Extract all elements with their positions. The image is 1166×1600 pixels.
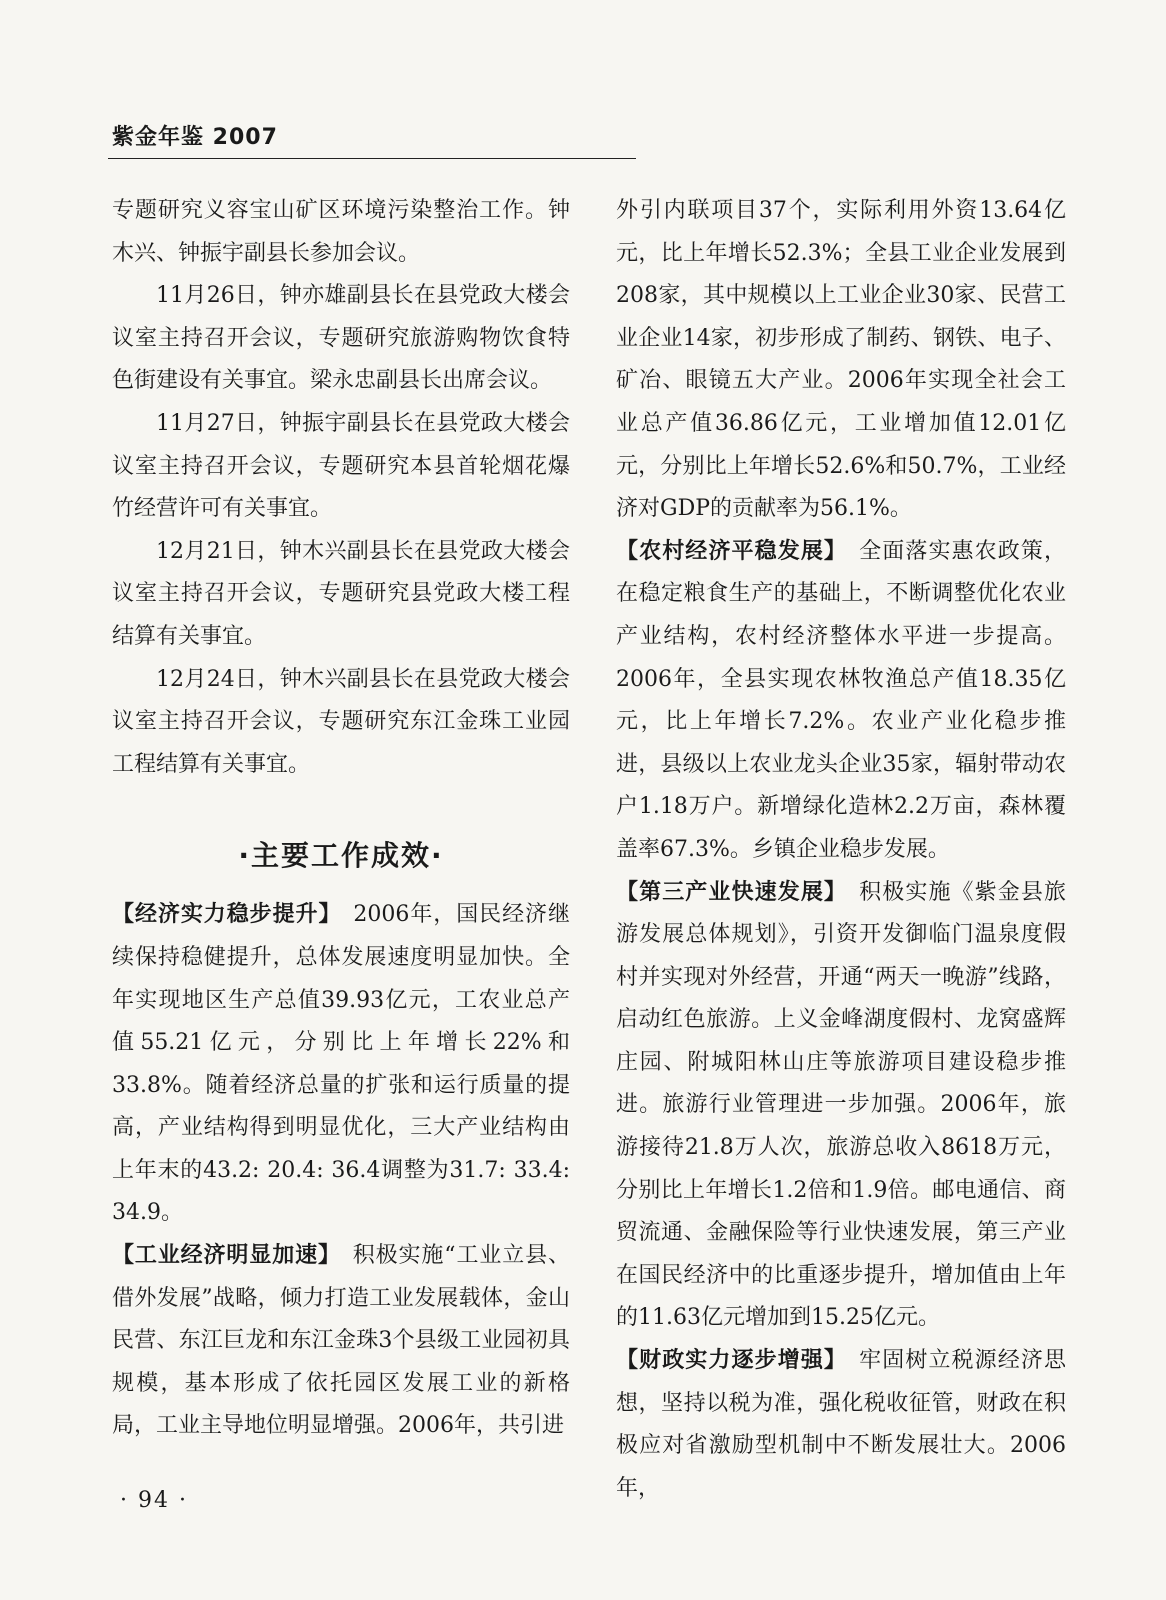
header-rule: [108, 158, 636, 159]
entry-rural: [616, 531, 1066, 872]
entry-text: 2006年，国民经济继续保持稳健提升，总体发展速度明显加快。全年实现地区生产总值39.93亿元，工农业总产值55.21亿元，分别比上年增长22%和33.8%。随着经济总量的扩张和运行质量的提高，产业结构得到明显优化，三大产业结构由上年末的43.2: 20.4: 36.4调整为31.7: 33.4: 34.9。: [112, 902, 570, 1226]
entry-text: 积极实施《紫金县旅游发展总体规划》，引资开发御临门温泉度假村并实现对外经营，开通“两天一晚游”线路，启动红色旅游。上义金峰湖度假村、龙窝盛辉庄园、附城阳林山庄等旅游项目建设稳步推进。旅游行业管理进一步加强。2006年，旅游接待21.8万人次，旅游总收入8618万元，分别比上年增长1.2倍和1.9倍。邮电通信、商贸流通、金融保险等行业快速发展，第三产业在国民经济中的比重逐步提升，增加值由上年的11.63亿元增加到15.25亿元。: [616, 879, 1066, 1331]
entry-tertiary: [616, 872, 1066, 1341]
entry-finance: [616, 1340, 1066, 1510]
paragraph: 专题研究义容宝山矿区环境污染整治工作。钟木兴、钟振宇副县长参加会议。: [112, 198, 570, 266]
entry-industry: [112, 1235, 570, 1448]
entry-heading: 【经济实力稳步提升】: [112, 902, 331, 928]
running-header: 紫金年鉴 2007: [112, 125, 278, 150]
entry-heading: 【农村经济平稳发展】: [616, 538, 837, 564]
left-column: [112, 190, 570, 1448]
entry-heading: 【第三产业快速发展】: [616, 879, 837, 905]
paragraph: 12月21日，钟木兴副县长在县党政大楼会议室主持召开会议，专题研究县党政大楼工程结算有关事宜。: [112, 538, 570, 649]
section-title: ·主要工作成效·: [238, 839, 444, 873]
entry-heading: 【财政实力逐步增强】: [616, 1348, 837, 1374]
paragraph: 11月27日，钟振宇副县长在县党政大楼会议室主持召开会议，专题研究本县首轮烟花爆竹经营许可有关事宜。: [112, 410, 570, 522]
paragraph: 外引内联项目37个，实际利用外资13.64亿元，比上年增长52.3%；全县工业企业发展到208家，其中规模以上工业企业30家、民营工业企业14家，初步形成了制药、钢铁、电子、矿冶、眼镜五大产业。2006年实现全社会工业总产值36.86亿元，工业增加值12.01亿元，分别比上年增长52.6%和50.7%，工业经济对GDP的贡献率为56.1%。: [616, 198, 1066, 522]
entry-text: 牢固树立税源经济思想，坚持以税为准，强化税收征管，财政在积极应对省激励型机制中不断发展壮大。2006年，: [616, 1348, 1066, 1501]
paragraph: 12月24日，钟木兴副县长在县党政大楼会议室主持召开会议，专题研究东江金珠工业园工程结算有关事宜。: [112, 666, 570, 777]
entry-economy: [112, 894, 570, 1235]
paragraph: 11月26日，钟亦雄副县长在县党政大楼会议室主持召开会议，专题研究旅游购物饮食特色街建设有关事宜。梁永忠副县长出席会议。: [112, 283, 570, 394]
page-number: · 94 ·: [120, 1488, 188, 1513]
right-column: [616, 190, 1066, 1510]
entry-text: 全面落实惠农政策，在稳定粮食生产的基础上，不断调整优化农业产业结构，农村经济整体水平进一步提高。2006年，全县实现农林牧渔总产值18.35亿元，比上年增长7.2%。农业产业化稳步推进，县级以上农业龙头企业35家，辐射带动农户1.18万户。新增绿化造林2.2万亩，森林覆盖率67.3%。乡镇企业稳步发展。: [616, 538, 1066, 862]
entry-text: 积极实施“工业立县、借外发展”战略，倾力打造工业发展载体，金山民营、东江巨龙和东江金珠3个县级工业园初具规模，基本形成了依托园区发展工业的新格局，工业主导地位明显增强。2006年，共引进: [112, 1243, 570, 1439]
entry-heading: 【工业经济明显加速】: [112, 1243, 330, 1269]
